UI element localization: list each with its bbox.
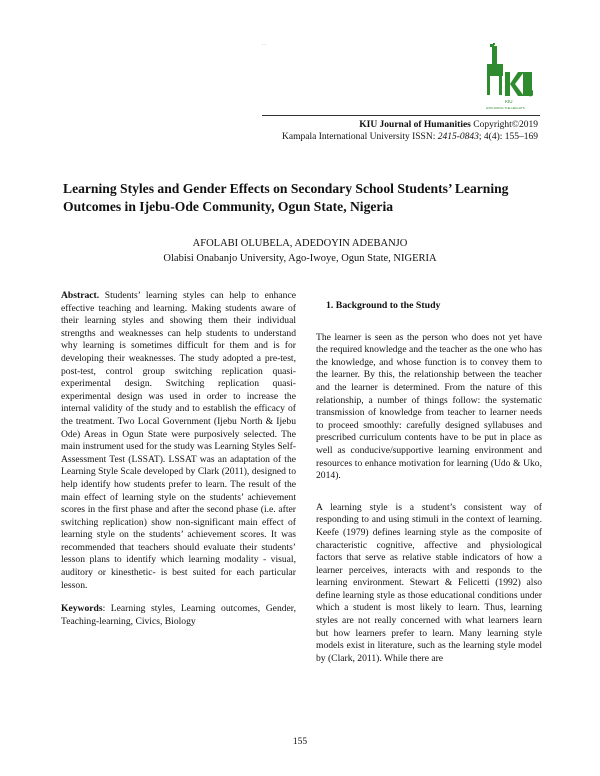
- header-rule: [262, 115, 540, 116]
- volume-pages: ; 4(4): 155–169: [478, 132, 538, 142]
- copyright: Copyright©2019: [473, 120, 538, 130]
- logo-tagline: EXPLORING THE HEIGHTS: [486, 106, 525, 110]
- section-heading: 1. Background to the Study: [326, 300, 441, 311]
- body-paragraph-1: The learner is seen as the person who does not yet have the required knowledge and the teacher as the one who has the knowledge, and whose function is to convey them to the learner. By this, the relationship between the teacher and the learner is determined. From the nature of this relationship, a number of things follow: the systematic transmission of knowledge from teacher to learner needs to proceed smoothly: carefully designed syllabuses and prescribed curriculum contents have to be put in place as well as conducive/supportive learning environment and resources to enhance motivation for learning (Udo & Uko, 2014).: [316, 331, 542, 482]
- journal-line-2: [282, 131, 538, 143]
- logo-text: KIU: [505, 99, 513, 104]
- issn: 2415-0843: [437, 132, 479, 142]
- paper-title: Learning Styles and Gender Effects on Secondary School Students’ Learning Outcomes in Ijebu-Ode Community, Ogun State, Nigeria: [63, 181, 509, 214]
- journal-info: [282, 119, 538, 143]
- scan-mark: . .: [262, 42, 266, 47]
- abstract-label: Abstract.: [61, 290, 100, 301]
- abstract-text: Students’ learning styles can help to enhance effective teaching and learning. Making students aware of their learning styles and showing them their individual strengths and weaknesses can help students to understand why learning is sometimes difficult for them and is for developing their weaknesses. The study adopted a pre-test, post-test, control group switching replication quasi-experimental design. Switching replication quasi-experimental design was used in order to increase the internal validity of the study and to establish the efficacy of the treatment. Two Local Government (Ijebu North & Ijebu Ode) Areas in Ogun State were purposively selected. The main instrument used for the study was Learning Styles Self-Assessment Test (LSSAT). LSSAT was an adaptation of the Learning Style Scale developed by Clark (2011), designed to help identify how students prefer to learn. The result of the main effect of learning style on the students’ achievement scores in the first phase and after the second phase (i.e. after switching replication) show non-significant main effect of learning style on the students’ achievement scores. It was recommended that teachers should evaluate their students’ lesson plans to identify which learning modality - visual, auditory or kinesthetic- is best suited for each particular lesson.: [61, 290, 296, 591]
- journal-name: KIU Journal of Humanities: [359, 120, 471, 130]
- abstract: [61, 290, 296, 592]
- authors: AFOLABI OLUBELA, ADEDOYIN ADEBANJO: [192, 238, 408, 249]
- keywords-label: Keywords: [61, 603, 103, 615]
- keywords: [61, 603, 296, 628]
- keywords-text: : Learning styles, Learning outcomes, Gender, Teaching-learning, Civics, Biology: [61, 603, 296, 627]
- left-column: [61, 290, 296, 628]
- journal-line-1: [282, 119, 538, 131]
- body-paragraph-2: A learning style is a student’s consistent way of responding to and using stimuli in the context of learning. Keefe (1979) defines learning style as the composite of characteristic cognitive, affective and physiological factors that serve as relative stable indicators of how a learner perceives, interacts with and responds to the learning environment. Stewart & Felicetti (1992) also define learning style as those educational conditions under which a student is most likely to learn. Thus, learning styles are not really concerned with what learners learn but how learners prefer to learn. Many learning style models exist in literature, such as the learning style model by (Clark, 2011). While there are: [316, 501, 542, 664]
- page-number: 155: [292, 737, 308, 747]
- affiliation: Olabisi Onabanjo University, Ago-Iwoye, Ogun State, NIGERIA: [163, 253, 437, 264]
- publisher-line: Kampala International University ISSN:: [282, 132, 438, 142]
- right-column: [316, 300, 542, 684]
- kiu-logo: [478, 40, 533, 116]
